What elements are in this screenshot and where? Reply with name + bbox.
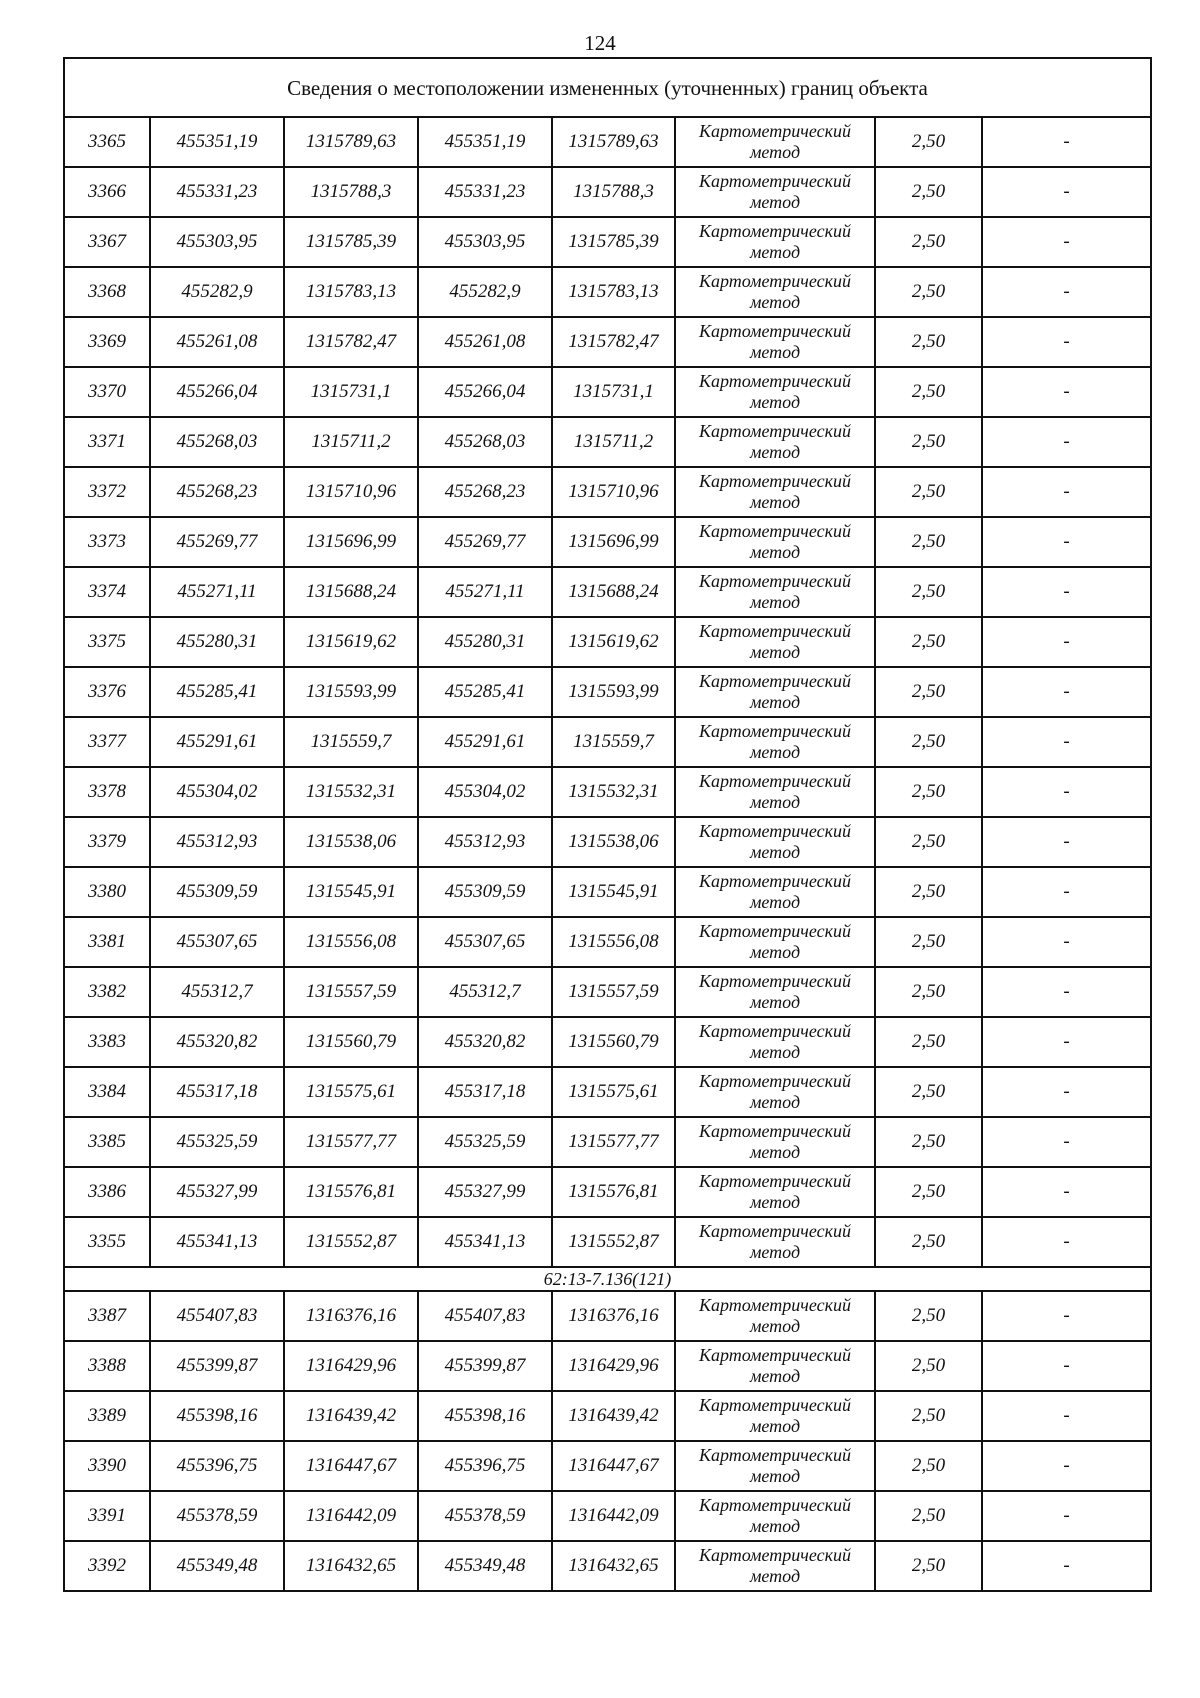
x-new-cell: 455396,75 <box>418 1441 552 1491</box>
y-new-cell: 1315532,31 <box>552 767 675 817</box>
cadastral-number-label: 62:13-7.136(121) <box>64 1267 1151 1291</box>
y-new-cell: 1316442,09 <box>552 1491 675 1541</box>
point-number-cell: 3379 <box>64 817 150 867</box>
method-cell: Картометрический метод <box>675 867 875 917</box>
precision-cell: 2,50 <box>875 1341 982 1391</box>
precision-cell: 2,50 <box>875 1291 982 1341</box>
table-row <box>64 1491 1151 1541</box>
description-cell: - <box>982 1117 1151 1167</box>
table-row <box>64 817 1151 867</box>
description-cell: - <box>982 467 1151 517</box>
x-new-cell: 455320,82 <box>418 1017 552 1067</box>
x-existing-cell: 455312,93 <box>150 817 284 867</box>
precision-cell: 2,50 <box>875 567 982 617</box>
y-new-cell: 1315545,91 <box>552 867 675 917</box>
x-existing-cell: 455271,11 <box>150 567 284 617</box>
table-row <box>64 1117 1151 1167</box>
table-row <box>64 617 1151 667</box>
y-existing-cell: 1315557,59 <box>284 967 418 1017</box>
method-cell: Картометрический метод <box>675 267 875 317</box>
precision-cell: 2,50 <box>875 417 982 467</box>
precision-cell: 2,50 <box>875 317 982 367</box>
description-cell: - <box>982 567 1151 617</box>
section-header-row <box>64 1267 1151 1291</box>
method-cell: Картометрический метод <box>675 817 875 867</box>
method-cell: Картометрический метод <box>675 617 875 667</box>
y-new-cell: 1315782,47 <box>552 317 675 367</box>
y-existing-cell: 1315538,06 <box>284 817 418 867</box>
x-new-cell: 455309,59 <box>418 867 552 917</box>
precision-cell: 2,50 <box>875 267 982 317</box>
precision-cell: 2,50 <box>875 1217 982 1267</box>
x-existing-cell: 455327,99 <box>150 1167 284 1217</box>
point-number-cell: 3385 <box>64 1117 150 1167</box>
description-cell: - <box>982 1541 1151 1591</box>
table-row <box>64 167 1151 217</box>
method-cell: Картометрический метод <box>675 717 875 767</box>
y-existing-cell: 1315593,99 <box>284 667 418 717</box>
precision-cell: 2,50 <box>875 1441 982 1491</box>
x-new-cell: 455407,83 <box>418 1291 552 1341</box>
x-existing-cell: 455341,13 <box>150 1217 284 1267</box>
method-cell: Картометрический метод <box>675 1491 875 1541</box>
x-existing-cell: 455349,48 <box>150 1541 284 1591</box>
method-cell: Картометрический метод <box>675 217 875 267</box>
point-number-cell: 3387 <box>64 1291 150 1341</box>
y-new-cell: 1315556,08 <box>552 917 675 967</box>
description-cell: - <box>982 1441 1151 1491</box>
y-new-cell: 1315559,7 <box>552 717 675 767</box>
table-row <box>64 517 1151 567</box>
point-number-cell: 3372 <box>64 467 150 517</box>
x-new-cell: 455269,77 <box>418 517 552 567</box>
x-new-cell: 455268,23 <box>418 467 552 517</box>
y-existing-cell: 1315696,99 <box>284 517 418 567</box>
y-new-cell: 1315711,2 <box>552 417 675 467</box>
x-new-cell: 455261,08 <box>418 317 552 367</box>
point-number-cell: 3389 <box>64 1391 150 1441</box>
precision-cell: 2,50 <box>875 667 982 717</box>
point-number-cell: 3381 <box>64 917 150 967</box>
x-existing-cell: 455261,08 <box>150 317 284 367</box>
description-cell: - <box>982 1017 1151 1067</box>
y-existing-cell: 1315789,63 <box>284 117 418 167</box>
description-cell: - <box>982 917 1151 967</box>
x-existing-cell: 455317,18 <box>150 1067 284 1117</box>
precision-cell: 2,50 <box>875 1067 982 1117</box>
description-cell: - <box>982 867 1151 917</box>
precision-cell: 2,50 <box>875 967 982 1017</box>
method-cell: Картометрический метод <box>675 967 875 1017</box>
point-number-cell: 3368 <box>64 267 150 317</box>
description-cell: - <box>982 167 1151 217</box>
y-new-cell: 1315731,1 <box>552 367 675 417</box>
table-row <box>64 1017 1151 1067</box>
x-new-cell: 455268,03 <box>418 417 552 467</box>
description-cell: - <box>982 1291 1151 1341</box>
y-new-cell: 1315785,39 <box>552 217 675 267</box>
x-new-cell: 455327,99 <box>418 1167 552 1217</box>
y-existing-cell: 1316447,67 <box>284 1441 418 1491</box>
method-cell: Картометрический метод <box>675 1017 875 1067</box>
y-new-cell: 1315789,63 <box>552 117 675 167</box>
table-row <box>64 917 1151 967</box>
x-existing-cell: 455307,65 <box>150 917 284 967</box>
table-row <box>64 1541 1151 1591</box>
y-existing-cell: 1316429,96 <box>284 1341 418 1391</box>
y-existing-cell: 1315545,91 <box>284 867 418 917</box>
method-cell: Картометрический метод <box>675 567 875 617</box>
point-number-cell: 3373 <box>64 517 150 567</box>
y-existing-cell: 1315785,39 <box>284 217 418 267</box>
y-existing-cell: 1316439,42 <box>284 1391 418 1441</box>
y-new-cell: 1315788,3 <box>552 167 675 217</box>
x-new-cell: 455312,93 <box>418 817 552 867</box>
table-title-row <box>64 58 1151 117</box>
x-existing-cell: 455331,23 <box>150 167 284 217</box>
x-new-cell: 455378,59 <box>418 1491 552 1541</box>
y-new-cell: 1315577,77 <box>552 1117 675 1167</box>
table-row <box>64 467 1151 517</box>
description-cell: - <box>982 317 1151 367</box>
table-title: Сведения о местоположении измененных (уточненных) границ объекта <box>64 58 1151 117</box>
description-cell: - <box>982 967 1151 1017</box>
table-row <box>64 217 1151 267</box>
method-cell: Картометрический метод <box>675 917 875 967</box>
x-new-cell: 455304,02 <box>418 767 552 817</box>
point-number-cell: 3376 <box>64 667 150 717</box>
precision-cell: 2,50 <box>875 717 982 767</box>
y-new-cell: 1315783,13 <box>552 267 675 317</box>
x-new-cell: 455341,13 <box>418 1217 552 1267</box>
precision-cell: 2,50 <box>875 517 982 567</box>
x-existing-cell: 455312,7 <box>150 967 284 1017</box>
y-new-cell: 1316432,65 <box>552 1541 675 1591</box>
point-number-cell: 3382 <box>64 967 150 1017</box>
y-new-cell: 1315538,06 <box>552 817 675 867</box>
point-number-cell: 3384 <box>64 1067 150 1117</box>
point-number-cell: 3378 <box>64 767 150 817</box>
method-cell: Картометрический метод <box>675 1117 875 1167</box>
description-cell: - <box>982 1391 1151 1441</box>
point-number-cell: 3369 <box>64 317 150 367</box>
precision-cell: 2,50 <box>875 817 982 867</box>
point-number-cell: 3371 <box>64 417 150 467</box>
y-new-cell: 1315619,62 <box>552 617 675 667</box>
point-number-cell: 3392 <box>64 1541 150 1591</box>
point-number-cell: 3374 <box>64 567 150 617</box>
x-existing-cell: 455351,19 <box>150 117 284 167</box>
y-new-cell: 1315575,61 <box>552 1067 675 1117</box>
table-row <box>64 867 1151 917</box>
x-existing-cell: 455268,23 <box>150 467 284 517</box>
table-row <box>64 267 1151 317</box>
y-existing-cell: 1315711,2 <box>284 417 418 467</box>
x-new-cell: 455398,16 <box>418 1391 552 1441</box>
precision-cell: 2,50 <box>875 867 982 917</box>
x-new-cell: 455307,65 <box>418 917 552 967</box>
point-number-cell: 3375 <box>64 617 150 667</box>
y-existing-cell: 1315552,87 <box>284 1217 418 1267</box>
method-cell: Картометрический метод <box>675 467 875 517</box>
y-existing-cell: 1315788,3 <box>284 167 418 217</box>
y-existing-cell: 1315576,81 <box>284 1167 418 1217</box>
description-cell: - <box>982 1491 1151 1541</box>
x-new-cell: 455399,87 <box>418 1341 552 1391</box>
x-existing-cell: 455309,59 <box>150 867 284 917</box>
precision-cell: 2,50 <box>875 917 982 967</box>
precision-cell: 2,50 <box>875 1117 982 1167</box>
method-cell: Картометрический метод <box>675 1217 875 1267</box>
precision-cell: 2,50 <box>875 467 982 517</box>
y-new-cell: 1315576,81 <box>552 1167 675 1217</box>
description-cell: - <box>982 267 1151 317</box>
x-existing-cell: 455285,41 <box>150 667 284 717</box>
y-new-cell: 1315560,79 <box>552 1017 675 1067</box>
precision-cell: 2,50 <box>875 1391 982 1441</box>
description-cell: - <box>982 417 1151 467</box>
point-number-cell: 3377 <box>64 717 150 767</box>
x-new-cell: 455266,04 <box>418 367 552 417</box>
description-cell: - <box>982 117 1151 167</box>
x-existing-cell: 455303,95 <box>150 217 284 267</box>
table-row <box>64 1291 1151 1341</box>
x-existing-cell: 455269,77 <box>150 517 284 567</box>
y-existing-cell: 1315575,61 <box>284 1067 418 1117</box>
y-existing-cell: 1315619,62 <box>284 617 418 667</box>
method-cell: Картометрический метод <box>675 1167 875 1217</box>
point-number-cell: 3380 <box>64 867 150 917</box>
x-existing-cell: 455399,87 <box>150 1341 284 1391</box>
table-row <box>64 1167 1151 1217</box>
y-existing-cell: 1315577,77 <box>284 1117 418 1167</box>
y-existing-cell: 1315559,7 <box>284 717 418 767</box>
description-cell: - <box>982 767 1151 817</box>
description-cell: - <box>982 1341 1151 1391</box>
method-cell: Картометрический метод <box>675 1341 875 1391</box>
table-row <box>64 967 1151 1017</box>
method-cell: Картометрический метод <box>675 517 875 567</box>
x-existing-cell: 455396,75 <box>150 1441 284 1491</box>
point-number-cell: 3391 <box>64 1491 150 1541</box>
x-new-cell: 455349,48 <box>418 1541 552 1591</box>
y-existing-cell: 1316376,16 <box>284 1291 418 1341</box>
table-row <box>64 1067 1151 1117</box>
description-cell: - <box>982 667 1151 717</box>
x-new-cell: 455317,18 <box>418 1067 552 1117</box>
description-cell: - <box>982 517 1151 567</box>
table-row <box>64 1391 1151 1441</box>
x-existing-cell: 455280,31 <box>150 617 284 667</box>
method-cell: Картометрический метод <box>675 1067 875 1117</box>
x-new-cell: 455271,11 <box>418 567 552 617</box>
table-row <box>64 317 1151 367</box>
y-new-cell: 1315688,24 <box>552 567 675 617</box>
precision-cell: 2,50 <box>875 767 982 817</box>
x-existing-cell: 455268,03 <box>150 417 284 467</box>
method-cell: Картометрический метод <box>675 767 875 817</box>
description-cell: - <box>982 817 1151 867</box>
point-number-cell: 3366 <box>64 167 150 217</box>
precision-cell: 2,50 <box>875 1017 982 1067</box>
description-cell: - <box>982 367 1151 417</box>
method-cell: Картометрический метод <box>675 417 875 467</box>
precision-cell: 2,50 <box>875 1167 982 1217</box>
x-existing-cell: 455282,9 <box>150 267 284 317</box>
method-cell: Картометрический метод <box>675 317 875 367</box>
method-cell: Картометрический метод <box>675 1441 875 1491</box>
point-number-cell: 3367 <box>64 217 150 267</box>
y-existing-cell: 1316432,65 <box>284 1541 418 1591</box>
y-existing-cell: 1315731,1 <box>284 367 418 417</box>
point-number-cell: 3355 <box>64 1217 150 1267</box>
x-existing-cell: 455398,16 <box>150 1391 284 1441</box>
x-existing-cell: 455320,82 <box>150 1017 284 1067</box>
x-existing-cell: 455325,59 <box>150 1117 284 1167</box>
description-cell: - <box>982 1067 1151 1117</box>
x-existing-cell: 455266,04 <box>150 367 284 417</box>
method-cell: Картометрический метод <box>675 1291 875 1341</box>
precision-cell: 2,50 <box>875 217 982 267</box>
table-row <box>64 667 1151 717</box>
description-cell: - <box>982 1167 1151 1217</box>
table-row <box>64 717 1151 767</box>
y-new-cell: 1315710,96 <box>552 467 675 517</box>
description-cell: - <box>982 1217 1151 1267</box>
table-row <box>64 767 1151 817</box>
precision-cell: 2,50 <box>875 117 982 167</box>
x-existing-cell: 455378,59 <box>150 1491 284 1541</box>
y-existing-cell: 1316442,09 <box>284 1491 418 1541</box>
y-new-cell: 1315557,59 <box>552 967 675 1017</box>
x-existing-cell: 455291,61 <box>150 717 284 767</box>
y-existing-cell: 1315710,96 <box>284 467 418 517</box>
x-existing-cell: 455407,83 <box>150 1291 284 1341</box>
point-number-cell: 3365 <box>64 117 150 167</box>
point-number-cell: 3370 <box>64 367 150 417</box>
precision-cell: 2,50 <box>875 167 982 217</box>
table-row <box>64 417 1151 467</box>
y-existing-cell: 1315532,31 <box>284 767 418 817</box>
y-existing-cell: 1315556,08 <box>284 917 418 967</box>
y-new-cell: 1315552,87 <box>552 1217 675 1267</box>
precision-cell: 2,50 <box>875 367 982 417</box>
y-new-cell: 1316439,42 <box>552 1391 675 1441</box>
x-new-cell: 455312,7 <box>418 967 552 1017</box>
y-existing-cell: 1315782,47 <box>284 317 418 367</box>
page-number: 124 <box>584 31 616 55</box>
x-new-cell: 455282,9 <box>418 267 552 317</box>
description-cell: - <box>982 717 1151 767</box>
point-number-cell: 3388 <box>64 1341 150 1391</box>
method-cell: Картометрический метод <box>675 117 875 167</box>
method-cell: Картометрический метод <box>675 1541 875 1591</box>
description-cell: - <box>982 617 1151 667</box>
table-row <box>64 1341 1151 1391</box>
y-new-cell: 1316429,96 <box>552 1341 675 1391</box>
point-number-cell: 3383 <box>64 1017 150 1067</box>
y-new-cell: 1315593,99 <box>552 667 675 717</box>
x-new-cell: 455325,59 <box>418 1117 552 1167</box>
x-new-cell: 455303,95 <box>418 217 552 267</box>
point-number-cell: 3386 <box>64 1167 150 1217</box>
y-existing-cell: 1315783,13 <box>284 267 418 317</box>
table-row <box>64 117 1151 167</box>
y-new-cell: 1315696,99 <box>552 517 675 567</box>
point-number-cell: 3390 <box>64 1441 150 1491</box>
y-new-cell: 1316447,67 <box>552 1441 675 1491</box>
description-cell: - <box>982 217 1151 267</box>
method-cell: Картометрический метод <box>675 367 875 417</box>
table-row <box>64 567 1151 617</box>
precision-cell: 2,50 <box>875 1541 982 1591</box>
method-cell: Картометрический метод <box>675 167 875 217</box>
y-existing-cell: 1315560,79 <box>284 1017 418 1067</box>
x-new-cell: 455331,23 <box>418 167 552 217</box>
x-new-cell: 455291,61 <box>418 717 552 767</box>
y-new-cell: 1316376,16 <box>552 1291 675 1341</box>
table-row <box>64 1441 1151 1491</box>
precision-cell: 2,50 <box>875 617 982 667</box>
method-cell: Картометрический метод <box>675 667 875 717</box>
table-row <box>64 1217 1151 1267</box>
x-new-cell: 455351,19 <box>418 117 552 167</box>
y-existing-cell: 1315688,24 <box>284 567 418 617</box>
boundary-coordinates-table <box>63 57 1152 1592</box>
x-new-cell: 455285,41 <box>418 667 552 717</box>
x-existing-cell: 455304,02 <box>150 767 284 817</box>
precision-cell: 2,50 <box>875 1491 982 1541</box>
x-new-cell: 455280,31 <box>418 617 552 667</box>
table-row <box>64 367 1151 417</box>
method-cell: Картометрический метод <box>675 1391 875 1441</box>
